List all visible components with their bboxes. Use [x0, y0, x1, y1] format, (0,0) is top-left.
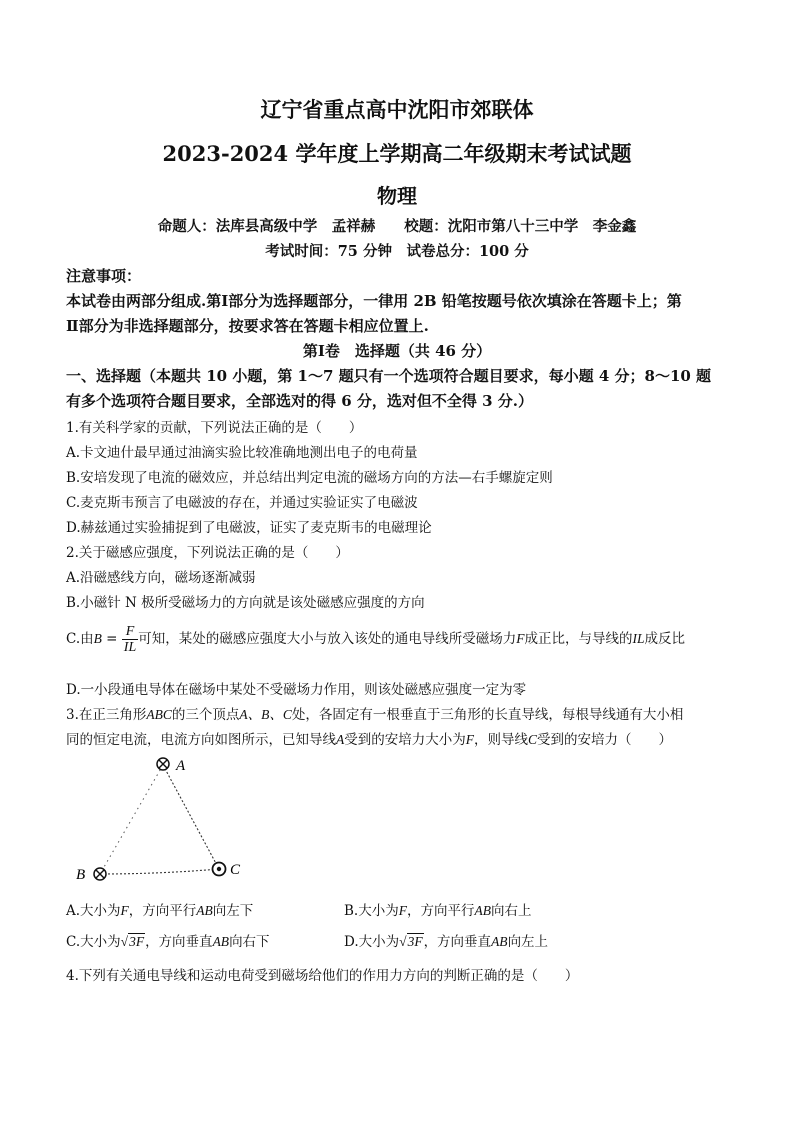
q2-c-var-il: IL — [632, 631, 645, 646]
sqrt-expression — [121, 933, 145, 949]
q1-option-b: B.安培发现了电流的磁效应，并总结出判定电流的磁场方向的方法—右手螺旋定则 — [66, 470, 553, 486]
triangle-side-bc — [100, 869, 219, 874]
option-text: D.大小为 — [344, 934, 400, 950]
q3-var-a: A — [336, 732, 345, 747]
q3-var-c: C — [528, 732, 538, 747]
q4-stem: 4.下列有关通电导线和运动电荷受到磁场给他们的作用力方向的判断正确的是（ ） — [66, 968, 579, 984]
notes-line-2: Ⅱ部分为非选择题部分，按要求答在答题卡相应位置上. — [66, 317, 429, 335]
q3-text: 受到的安培力大小为 — [344, 732, 466, 748]
sqrt-expression — [399, 933, 423, 949]
option-text: ，方向平行 — [128, 903, 197, 919]
option-var-ab: AB — [474, 903, 491, 918]
q3-text: 同的恒定电流，电流方向如图所示，已知导线 — [66, 732, 336, 748]
q3-var-abc: ABC — [146, 707, 172, 722]
q2-stem: 2.关于磁感应强度，下列说法正确的是（ ） — [66, 545, 349, 561]
q3-option-b — [344, 899, 531, 919]
q2-c-mid: 可知，某处的磁感应强度大小与放入该处的通电导线所受磁场力 — [138, 631, 517, 647]
option-var-ab: AB — [196, 903, 213, 918]
authors-line: 命题人：法库县高级中学 孟祥赫 校题：沈阳市第八十三中学 李金鑫 — [157, 218, 637, 235]
q3-text: 处，各固定有一根垂直于三角形的长直导线，每根导线通有大小相 — [291, 707, 684, 723]
q3-text: ，则导线 — [474, 732, 528, 748]
option-text: A.大小为 — [66, 903, 121, 919]
q3-option-c — [66, 930, 270, 950]
option-var-ab: AB — [212, 934, 230, 949]
q2-c-end: 成反比 — [644, 631, 686, 647]
q2-c-var-b: B — [93, 631, 102, 646]
option-text: 向右上 — [490, 903, 532, 919]
subject-title: 物理 — [377, 184, 417, 208]
q1-option-c: C.麦克斯韦预言了电磁波的存在，并通过实验证实了电磁波 — [66, 495, 418, 511]
q3-stem-line-1 — [66, 703, 683, 723]
q2-option-b: B.小磁针 N 极所受磁场力的方向就是该处磁感应强度的方向 — [66, 595, 425, 611]
option-var-f: F — [120, 903, 129, 918]
option-text: 向右下 — [229, 934, 270, 950]
q2-option-a: A.沿磁感线方向，磁场逐渐减弱 — [66, 570, 256, 586]
q3-option-a — [66, 899, 253, 919]
vertex-label-a: A — [176, 758, 186, 774]
option-text: C.大小为 — [66, 934, 121, 950]
section-instructions-2: 有多个选项符合题目要求，全部选对的得 6 分，选对但不全得 3 分.） — [66, 392, 533, 410]
vertex-label-c: C — [230, 862, 241, 878]
q3-var-f: F — [465, 732, 474, 747]
vertex-label-b: B — [76, 867, 86, 883]
option-text: B.大小为 — [344, 903, 399, 919]
option-text: ，方向垂直 — [145, 934, 213, 950]
wire-b-into-page-icon — [94, 868, 106, 880]
q2-c-mid2: 成正比，与导线的 — [524, 631, 633, 647]
fraction-numerator: F — [122, 624, 138, 640]
triangle-wire-diagram — [60, 750, 260, 890]
option-text: 向左上 — [507, 934, 549, 950]
wire-c-out-of-page-icon — [213, 863, 226, 876]
exam-title-line2: 2023-2024 学年度上学期高二年级期末考试试题 — [162, 141, 632, 166]
exam-info-line: 考试时间：75 分钟 试卷总分：100 分 — [265, 243, 529, 260]
notes-line-1: 本试卷由两部分组成.第Ⅰ部分为选择题部分，一律用 2B 铅笔按题号依次填涂在答题卡上；第 — [66, 292, 682, 310]
q1-option-d: D.赫兹通过实验捕捉到了电磁波，证实了麦克斯韦的电磁理论 — [66, 520, 432, 536]
q2-c-var-f: F — [516, 631, 525, 646]
sqrt-radicand: 3F — [129, 934, 145, 949]
q3-text: 的三个顶点 — [171, 707, 240, 723]
option-text: ，方向平行 — [406, 903, 475, 919]
q3-option-d — [344, 930, 548, 950]
q2-c-equals: = — [101, 631, 122, 647]
option-text: 向左下 — [212, 903, 254, 919]
q1-stem: 1.有关科学家的贡献，下列说法正确的是（ ） — [66, 420, 363, 436]
q2-option-d: D.一小段通电导体在磁场中某处不受磁场力作用，则该处磁感应强度一定为零 — [66, 682, 527, 698]
fraction-denominator: IL — [123, 640, 137, 655]
wire-a-into-page-icon — [157, 758, 169, 770]
sqrt-sign: √ — [399, 934, 407, 949]
sqrt-radicand: 3F — [407, 934, 423, 949]
option-var-ab: AB — [491, 934, 508, 949]
q3-stem-line-2 — [66, 728, 672, 748]
section-instructions-1: 一、选择题（本题共 10 小题，第 1～7 题只有一个选项符合题目要求，每小题 4 分；8～10 题 — [66, 367, 712, 385]
q3-vars-vertices: A、B、C — [239, 707, 292, 722]
triangle-side-ac — [163, 765, 219, 869]
q3-text: 受到的安培力（ ） — [537, 732, 673, 748]
exam-title-line1: 辽宁省重点高中沈阳市郊联体 — [260, 97, 534, 122]
q2-option-c — [66, 624, 685, 655]
q2-c-prefix: C.由 — [66, 631, 94, 647]
notes-heading: 注意事项： — [66, 267, 142, 285]
option-text: ，方向垂直 — [423, 934, 492, 950]
option-var-f: F — [398, 903, 407, 918]
sqrt-sign: √ — [120, 934, 129, 949]
q3-text: 3.在正三角形 — [66, 707, 147, 723]
q2-c-fraction — [122, 624, 138, 655]
triangle-side-ab — [100, 765, 163, 874]
section-title: 第Ⅰ卷 选择题（共 46 分） — [302, 342, 492, 360]
q1-option-a: A.卡文迪什最早通过油滴实验比较准确地测出电子的电荷量 — [66, 445, 418, 461]
